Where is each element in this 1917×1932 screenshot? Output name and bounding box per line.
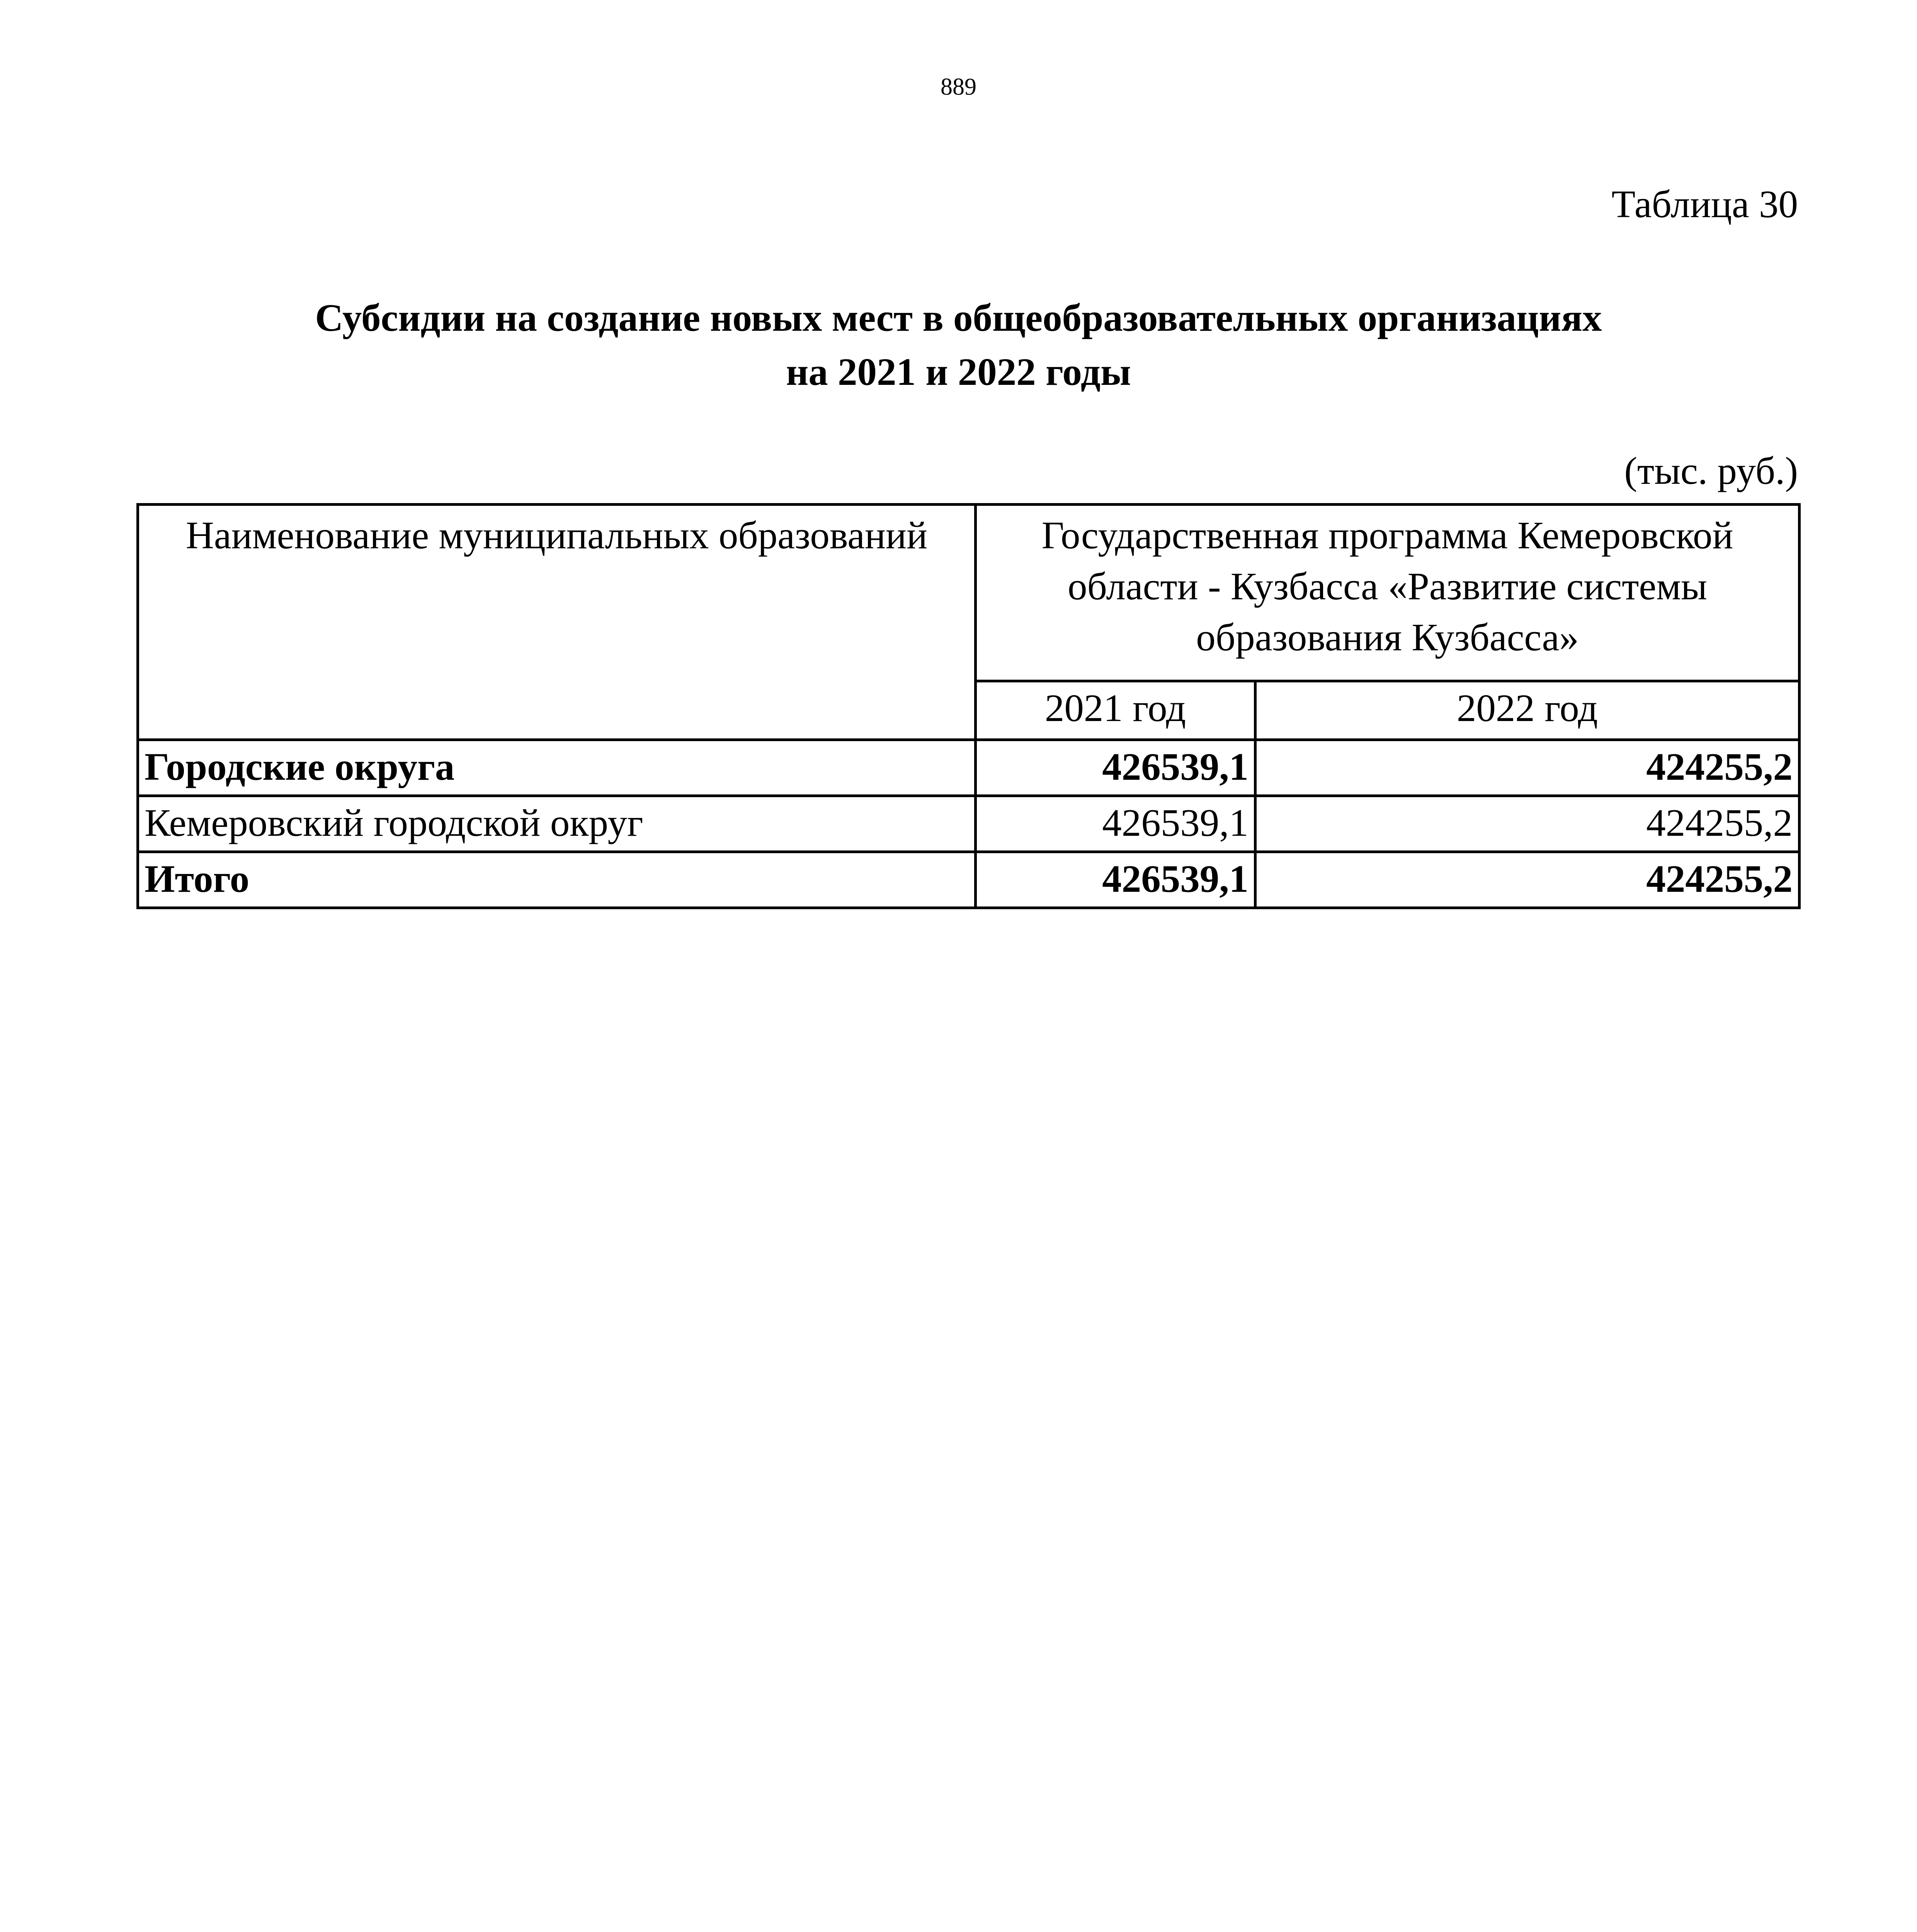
- table-row: [138, 740, 1800, 796]
- row-name: Итого: [138, 852, 976, 908]
- row-name: Городские округа: [138, 740, 976, 796]
- units-label: (тыс. руб.): [1624, 449, 1798, 492]
- title-line-2: на 2021 и 2022 годы: [786, 350, 1131, 393]
- row-value-2021: 426539,1: [976, 796, 1255, 852]
- header-program: Государственная программа Кемеровской области - Кузбасса «Развитие системы образования Кузбасса»: [976, 505, 1800, 681]
- table-header-row: [138, 505, 1800, 681]
- table-row: [138, 796, 1800, 852]
- row-value-2022: 424255,2: [1255, 796, 1800, 852]
- table-row: [138, 852, 1800, 908]
- row-name: Кемеровский городской округ: [138, 796, 976, 852]
- page-number: 889: [941, 74, 976, 100]
- row-value-2021: 426539,1: [976, 852, 1255, 908]
- subsidies-table: [136, 503, 1801, 909]
- title-line-1: Субсидии на создание новых мест в общеобразовательных организациях: [315, 296, 1602, 339]
- row-value-2021: 426539,1: [976, 740, 1255, 796]
- row-value-2022: 424255,2: [1255, 740, 1800, 796]
- row-value-2022: 424255,2: [1255, 852, 1800, 908]
- header-year-2021: 2021 год: [976, 681, 1255, 740]
- header-municipality-name: Наименование муниципальных образований: [138, 505, 976, 740]
- document-title: [0, 291, 1917, 399]
- header-year-2022: 2022 год: [1255, 681, 1800, 740]
- table-label: Таблица 30: [1611, 182, 1798, 226]
